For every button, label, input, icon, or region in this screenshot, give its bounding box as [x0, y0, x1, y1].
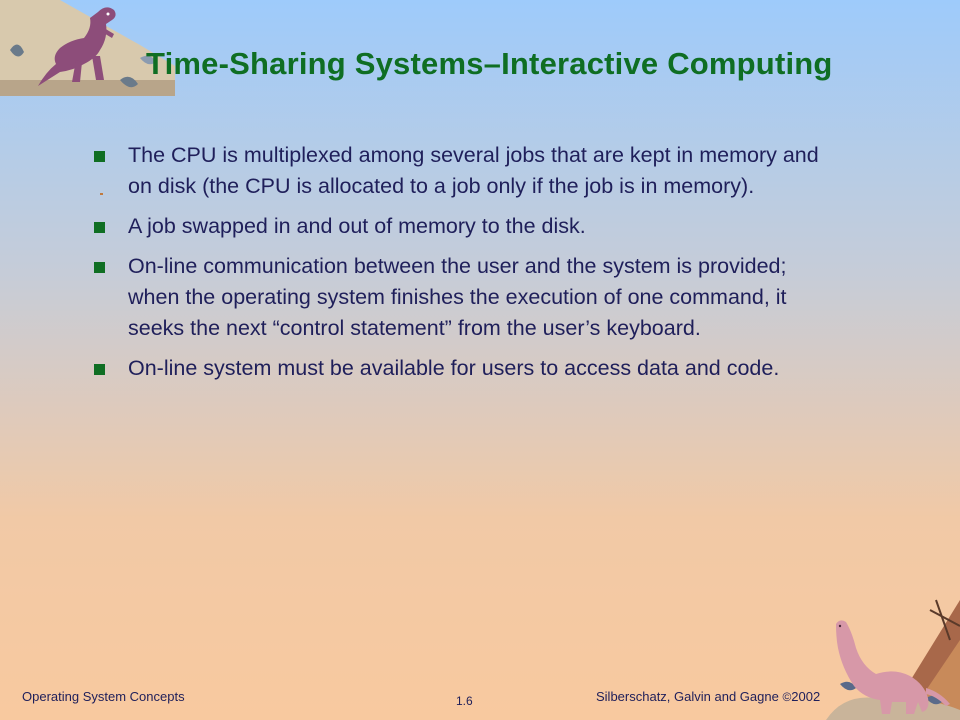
copyright-icon: © — [782, 690, 792, 704]
bullet-item — [92, 251, 820, 344]
bullet-item — [92, 211, 820, 242]
bullet-item — [92, 353, 820, 384]
bullet-text: On-line communication between the user and the system is provided; when the operating system finishes the execution of one command, it seeks the next “control statement” from the user’s keyboard. — [128, 254, 787, 340]
bullet-text: The CPU is multiplexed among several jobs that are kept in memory and on disk (the CPU is allocated to a job only if the job is in memory). — [128, 143, 819, 198]
dinosaur-sauropod-icon — [826, 580, 960, 720]
square-bullet-icon — [94, 364, 105, 375]
bullet-text: A job swapped in and out of memory to the disk. — [128, 214, 586, 238]
bullet-list — [92, 140, 820, 393]
square-bullet-icon — [94, 262, 105, 273]
slide-title: Time-Sharing Systems–Interactive Computing — [146, 46, 833, 81]
footer-authors — [596, 689, 820, 704]
bullet-item — [92, 140, 820, 202]
square-bullet-icon — [94, 151, 105, 162]
square-bullet-icon — [94, 222, 105, 233]
footer-course-title: Operating System Concepts — [22, 689, 185, 704]
page-number: 1.6 — [456, 694, 473, 708]
footer-year: 2002 — [791, 689, 821, 704]
footer-authors-text: Silberschatz, Galvin and Gagne — [596, 689, 783, 704]
bullet-text: On-line system must be available for users to access data and code. — [128, 356, 780, 380]
